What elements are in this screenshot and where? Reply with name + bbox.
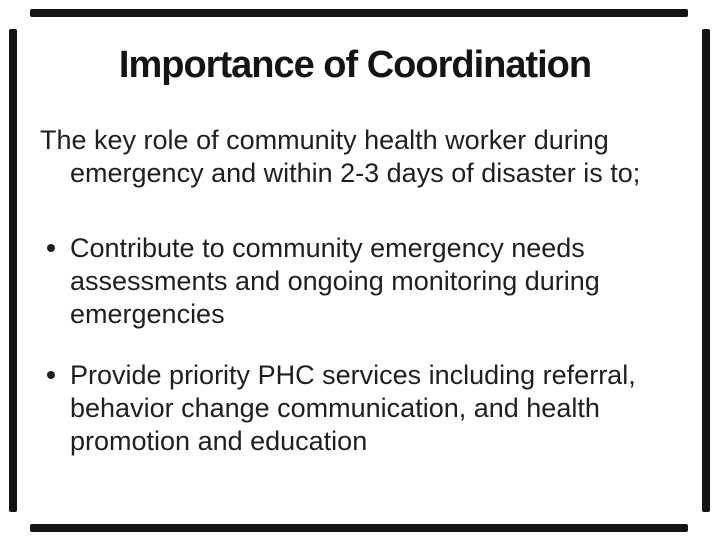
list-item <box>40 232 690 331</box>
intro-paragraph: The key role of community health worker during emergency and within 2-3 days of disaster is to; <box>40 125 641 188</box>
frame-left-bar <box>9 29 17 512</box>
bullet-list <box>40 232 690 458</box>
frame-right-bar <box>702 29 710 512</box>
bullet-text: Contribute to community emergency needs assessments and ongoing monitoring during emergencies <box>70 233 600 329</box>
bullet-text: Provide priority PHC services including referral, behavior change communication, and health promotion and education <box>70 360 636 456</box>
frame-bottom-bar <box>30 524 688 532</box>
slide-title: Importance of Coordination <box>118 44 592 86</box>
list-item <box>40 359 690 458</box>
bullet-icon <box>47 244 55 252</box>
bullet-icon <box>47 371 55 379</box>
slide-content <box>40 0 690 458</box>
